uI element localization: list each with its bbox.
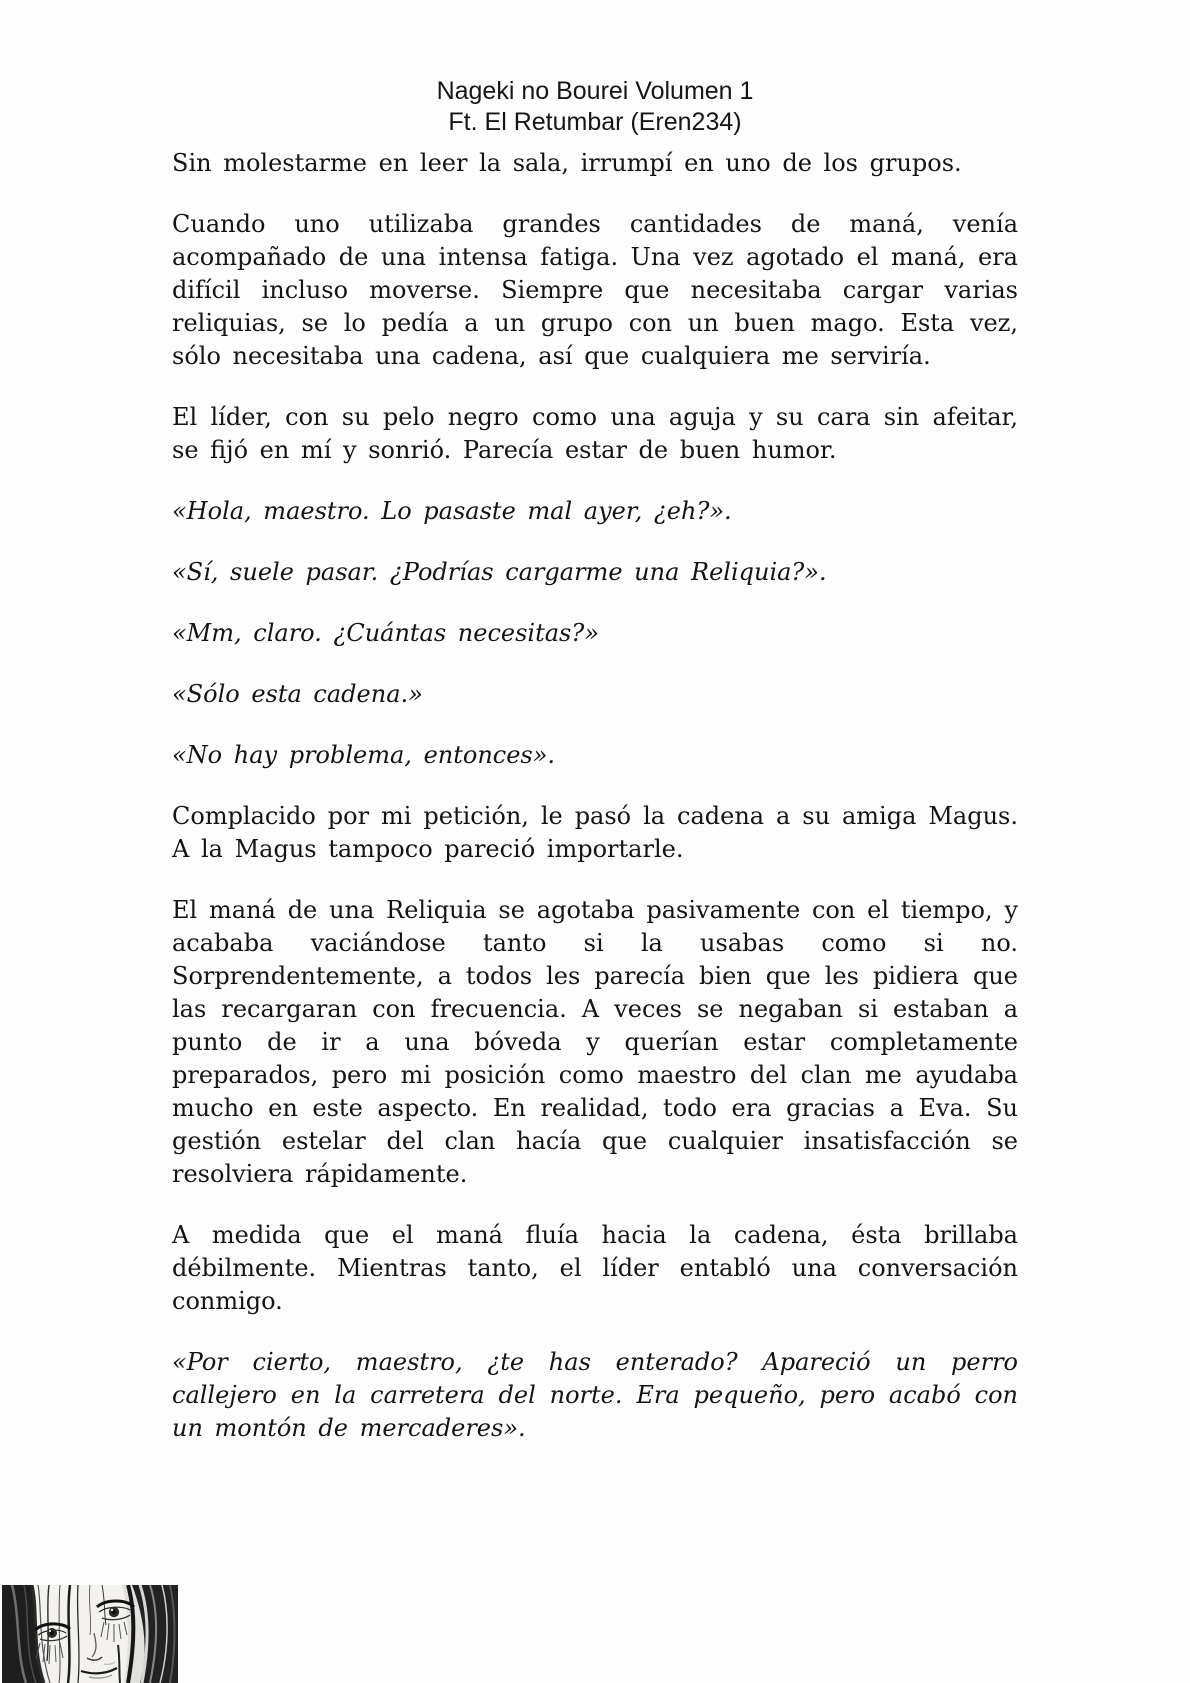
dialogue-line-3: «Mm, claro. ¿Cuántas necesitas?»: [172, 619, 599, 647]
dialogue-line-4: «Sólo esta cadena.»: [172, 680, 423, 708]
paragraph-1: Sin molestarme en leer la sala, irrumpí en uno de los grupos.: [172, 149, 962, 177]
dialogue-line-1: «Hola, maestro. Lo pasaste mal ayer, ¿eh?».: [172, 497, 732, 525]
paragraph-2: Cuando uno utilizaba grandes cantidades de maná, venía acompañado de una intensa fatiga. Una vez agotado el maná, era difícil incluso moverse. Siempre que necesitaba cargar varias reliquias, se lo pedía a un grupo con un buen mago. Esta vez, sólo necesitaba una cadena, así que cualquiera me serviría.: [172, 210, 1018, 370]
document-body: [172, 147, 1018, 1445]
manga-face-illustration: [2, 1585, 178, 1683]
document-title: Nageki no Bourei Volumen 1: [436, 77, 754, 105]
document-header: [0, 0, 1190, 138]
document-subtitle: Ft. El Retumbar (Eren234): [448, 108, 742, 136]
paragraph-9: Complacido por mi petición, le pasó la cadena a su amiga Magus. A la Magus tampoco pareció importarle.: [172, 802, 1018, 863]
paragraph-11: A medida que el maná fluía hacia la cadena, ésta brillaba débilmente. Mientras tanto, el líder entabló una conversación conmigo.: [172, 1221, 1018, 1315]
dialogue-line-6: «Por cierto, maestro, ¿te has enterado? Apareció un perro callejero en la carretera del norte. Era pequeño, pero acabó con un montón de mercaderes».: [172, 1348, 1018, 1442]
paragraph-10: El maná de una Reliquia se agotaba pasivamente con el tiempo, y acababa vaciándose tanto si la usabas como si no. Sorprendentemente, a todos les parecía bien que les pidiera que las recargaran con frecuencia. A veces se negaban si estaban a punto de ir a una bóveda y querían estar completamente preparados, pero mi posición como maestro del clan me ayudaba mucho en este aspecto. En realidad, todo era gracias a Eva. Su gestión estelar del clan hacía que cualquier insatisfacción se resolviera rápidamente.: [172, 896, 1018, 1188]
paragraph-3: El líder, con su pelo negro como una aguja y su cara sin afeitar, se fijó en mí y sonrió. Parecía estar de buen humor.: [172, 403, 1018, 464]
dialogue-line-5: «No hay problema, entonces».: [172, 741, 556, 769]
dialogue-line-2: «Sí, suele pasar. ¿Podrías cargarme una Reliquia?».: [172, 558, 827, 586]
